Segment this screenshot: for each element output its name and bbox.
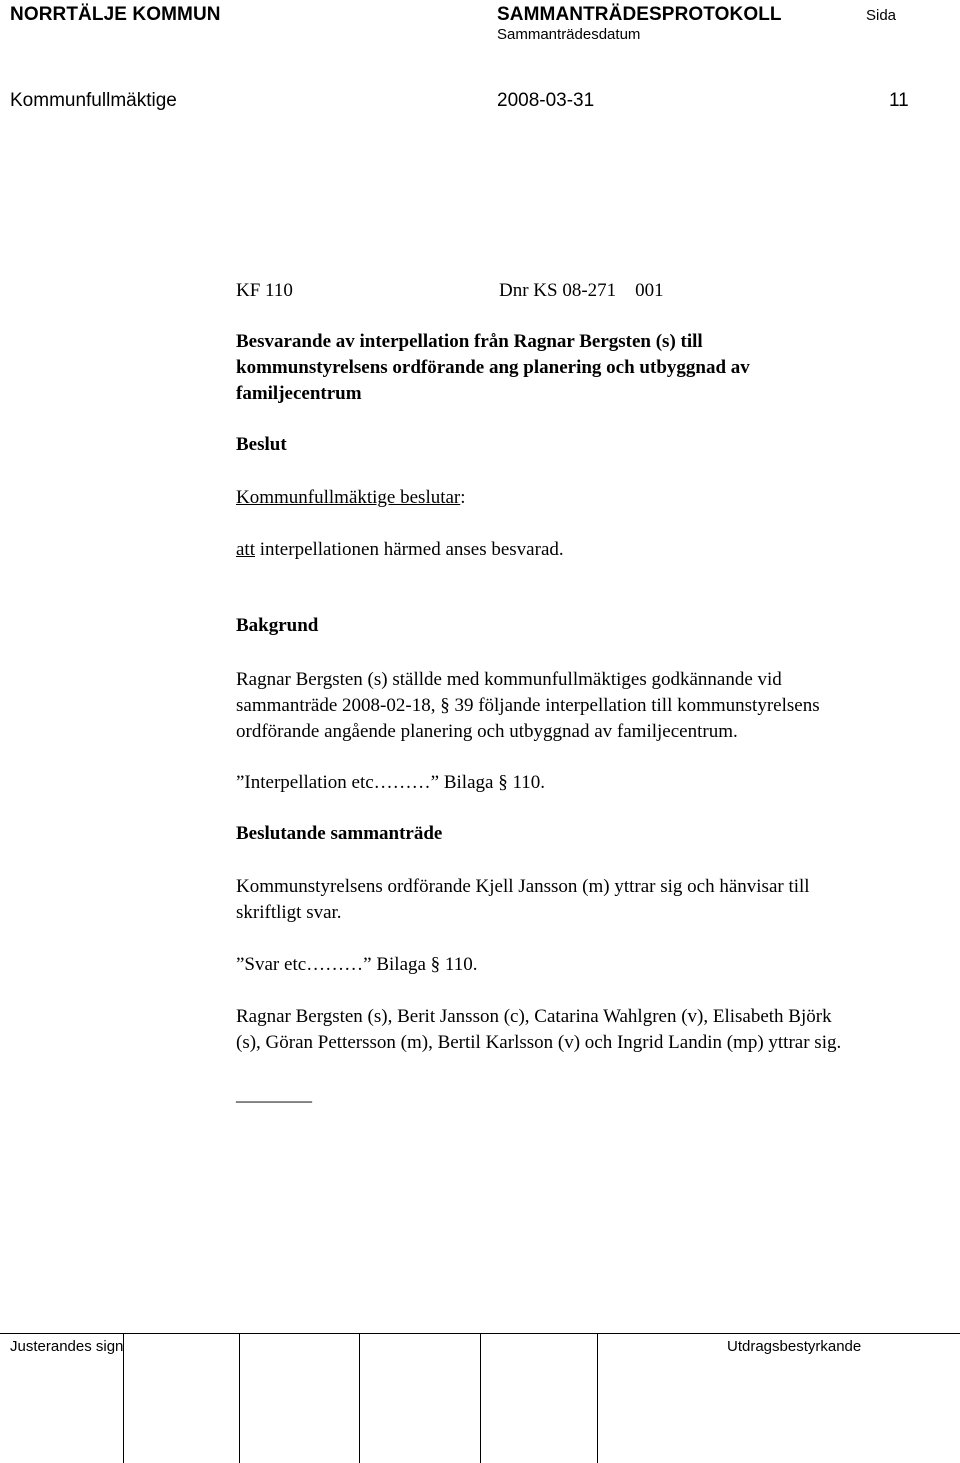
decision-text: interpellationen härmed anses besvarad. (255, 539, 564, 560)
att-word: att (236, 539, 255, 560)
page-label: Sida (866, 7, 897, 24)
footer-column-divider-5 (597, 1333, 598, 1463)
end-rule: ________ (236, 1084, 312, 1105)
footer-column-divider-2 (239, 1333, 240, 1463)
beslut-intro-text: Kommunfullmäktige beslutar (236, 487, 461, 508)
footer-justerandes-sign: Justerandes sign (10, 1338, 124, 1355)
beslutande-line-1: Kommunstyrelsens ordförande Kjell Jansson (m) yttrar sig och hänvisar till (236, 876, 810, 897)
beslut-heading: Beslut (236, 434, 287, 455)
case-title-line-1: Besvarande av interpellation från Ragnar Bergsten (s) till (236, 331, 703, 352)
case-number: KF 110 (236, 280, 293, 301)
bakgrund-line-3: ordförande angående planering och utbyggnad av familjecentrum. (236, 721, 738, 742)
page-number: 11 (889, 90, 909, 111)
beslut-decision (236, 537, 564, 563)
case-title-line-3: familjecentrum (236, 383, 362, 404)
bakgrund-quote: ”Interpellation etc………” Bilaga § 110. (236, 772, 546, 793)
speakers-line-2: (s), Göran Pettersson (m), Bertil Karlsson (v) och Ingrid Landin (mp) yttrar sig. (236, 1032, 842, 1053)
speakers-line-1: Ragnar Bergsten (s), Berit Jansson (c), Catarina Wahlgren (v), Elisabeth Björk (236, 1006, 832, 1027)
beslut-intro-colon: : (460, 487, 466, 508)
body-name: Kommunfullmäktige (10, 90, 177, 111)
org-name: NORRTÄLJE KOMMUN (10, 4, 221, 25)
beslutande-heading: Beslutande sammanträde (236, 823, 443, 844)
footer-utdragsbestyrkande: Utdragsbestyrkande (727, 1338, 862, 1355)
beslutande-line-2: skriftligt svar. (236, 902, 342, 923)
footer-column-divider-3 (359, 1333, 360, 1463)
document-type: SAMMANTRÄDESPROTOKOLL (497, 4, 782, 25)
bakgrund-line-1: Ragnar Bergsten (s) ställde med kommunfullmäktiges godkännande vid (236, 669, 782, 690)
bakgrund-heading: Bakgrund (236, 615, 319, 636)
beslut-intro (236, 485, 466, 511)
footer-column-divider-4 (480, 1333, 481, 1463)
case-dnr: Dnr KS 08-271 001 (499, 280, 664, 301)
date-label: Sammanträdesdatum (497, 26, 641, 43)
meeting-date: 2008-03-31 (497, 90, 595, 111)
beslutande-quote: ”Svar etc………” Bilaga § 110. (236, 954, 478, 975)
bakgrund-line-2: sammanträde 2008-02-18, § 39 följande interpellation till kommunstyrelsens (236, 695, 820, 716)
case-title-line-2: kommunstyrelsens ordförande ang planering och utbyggnad av (236, 357, 750, 378)
